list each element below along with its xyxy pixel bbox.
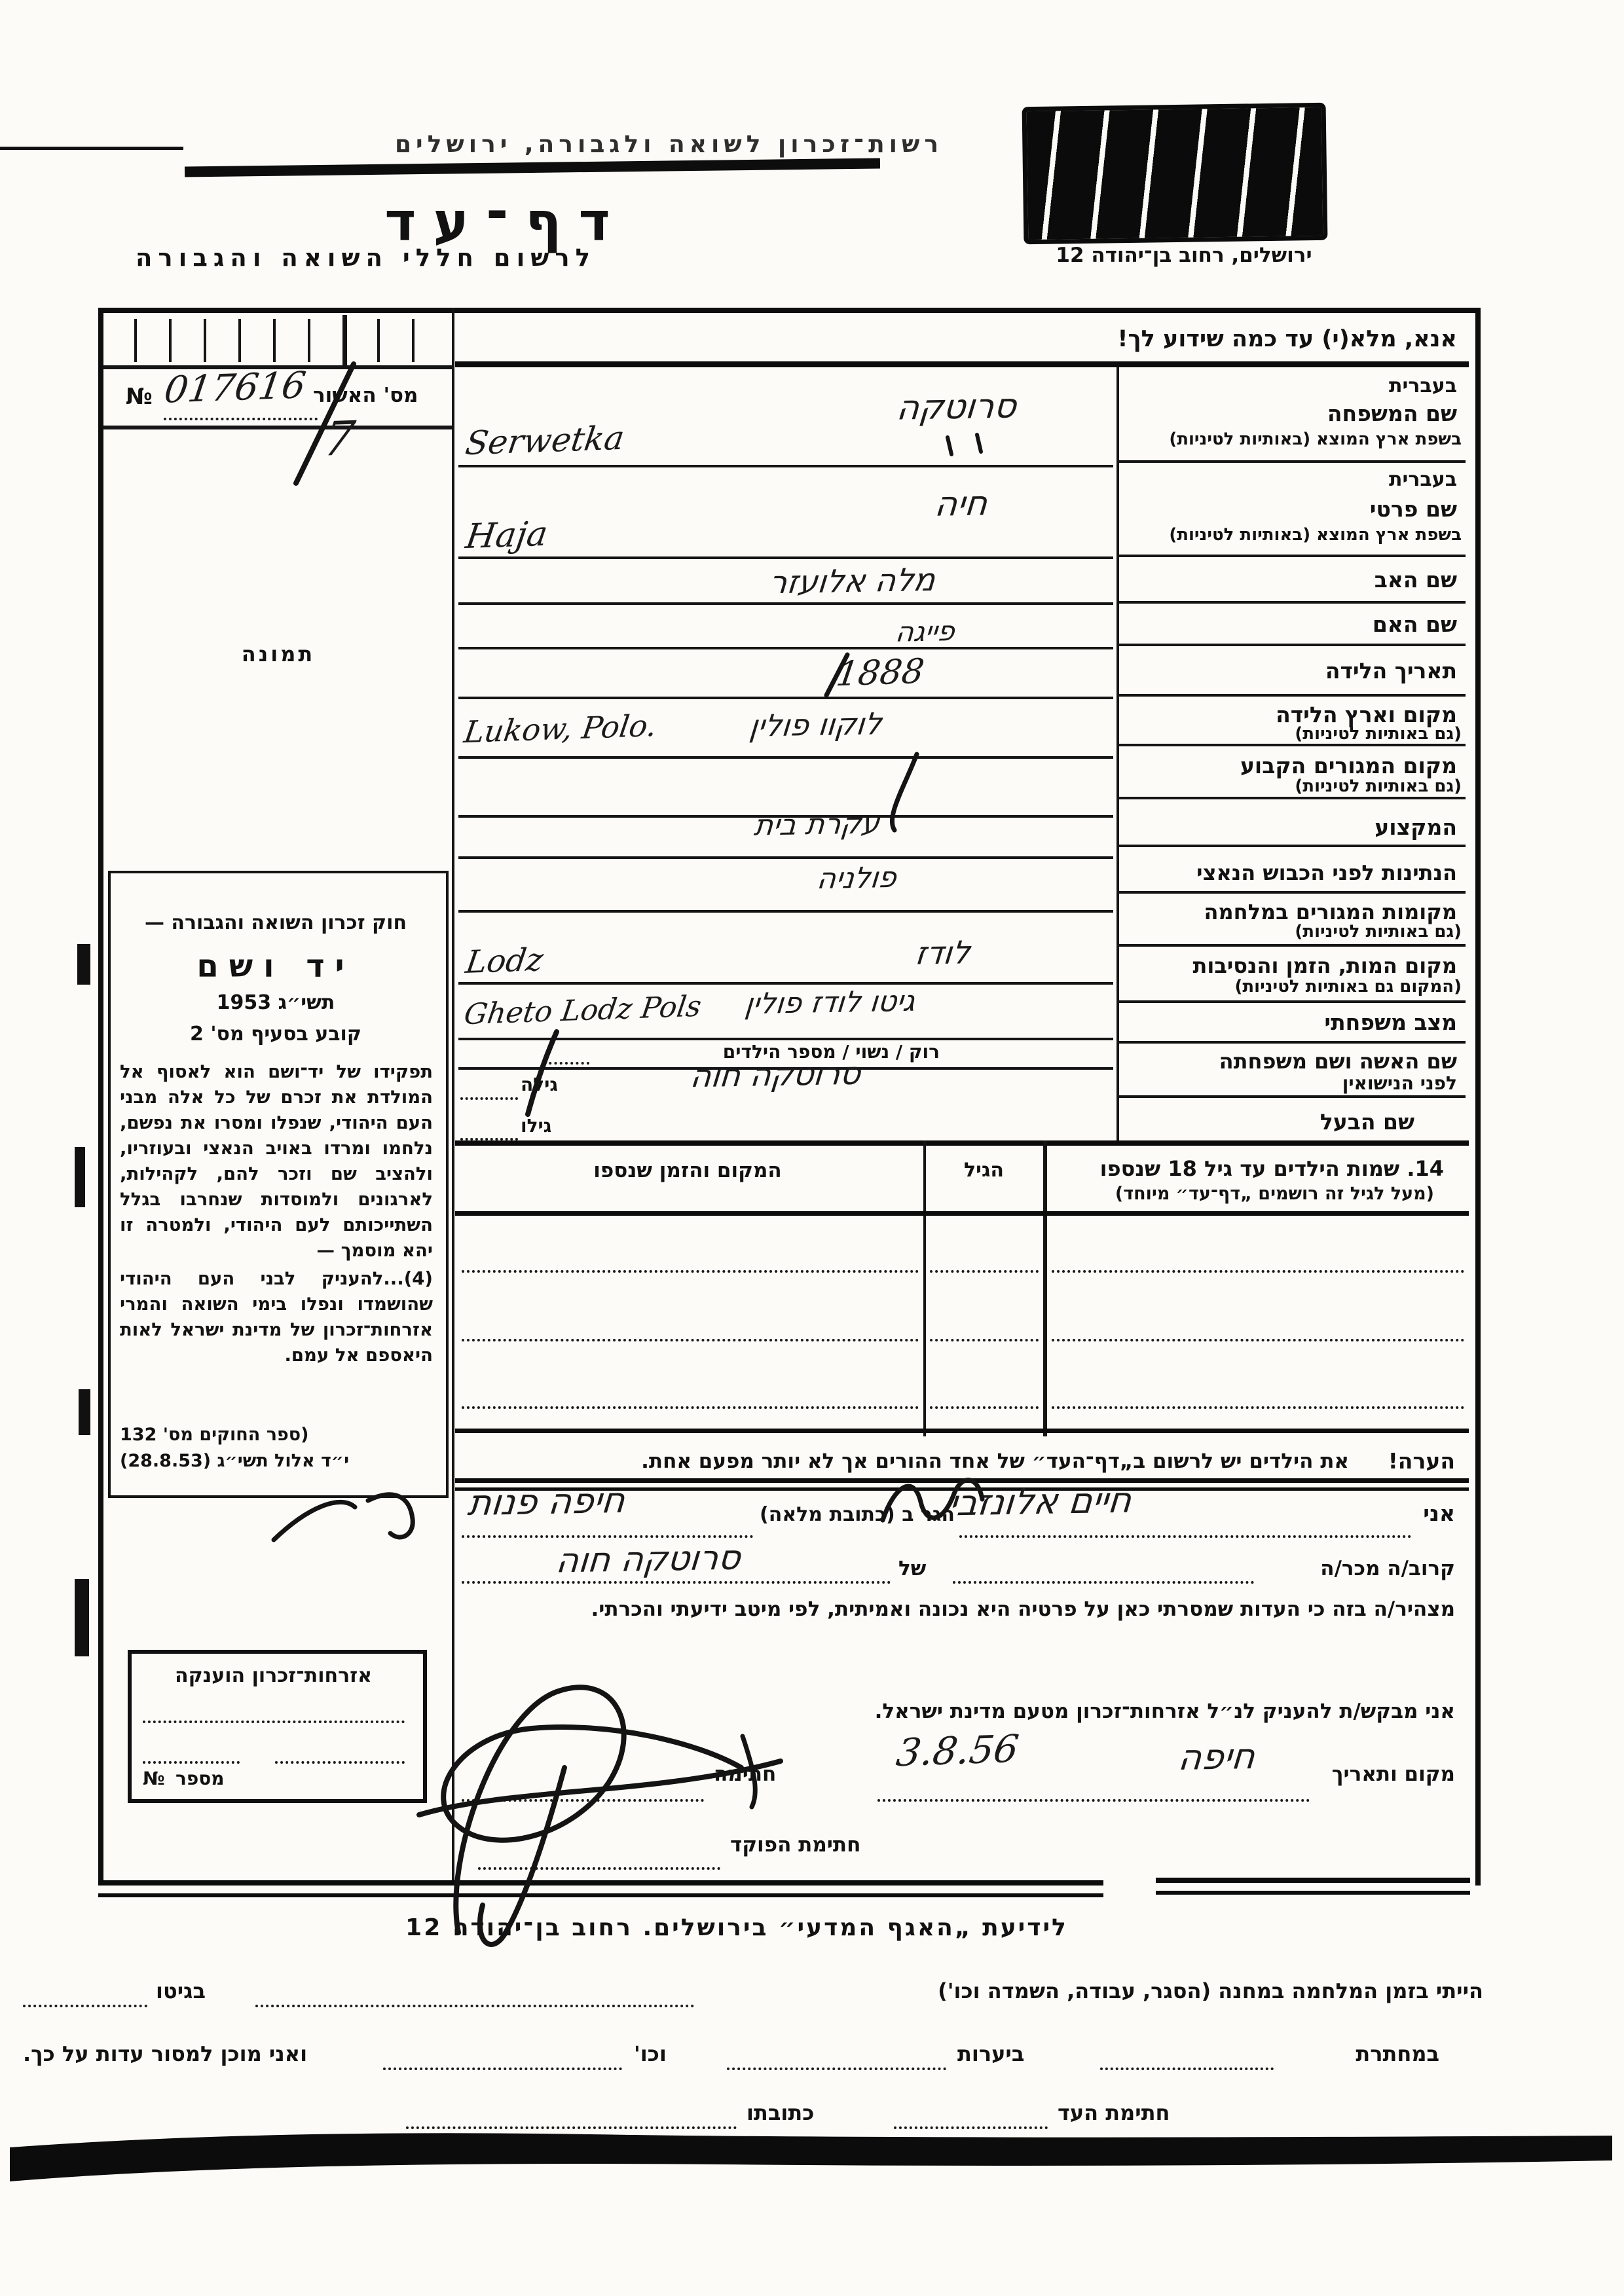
children-header-line1: 14. שמות הילדים עד גיל 18 שנספו [1099, 1156, 1444, 1181]
declaration-place-value: חיפה [1176, 1735, 1257, 1779]
law-body-2: (4)...להעניק לבני העם היהודי שהושמדו ונפלו בימי השואה והמרי אזרחות־זכרון של מדינת ישראל לאות היאספם אל עמם. [120, 1268, 433, 1366]
witness-signature-stroke [443, 1687, 741, 1933]
photo-placeholder-label: תמונה [241, 642, 316, 666]
field-3-label: שם האב [1374, 567, 1457, 592]
husband-name-label: שם הבעל [1320, 1109, 1414, 1135]
etc-label: וכו' [634, 2041, 667, 2066]
field-5-label: תאריך הלידה [1325, 658, 1457, 683]
field-1-language-label: בעברית [1389, 374, 1457, 397]
family-name-hebrew-value: סרוטקה [895, 386, 1019, 428]
first-name-latin-value: Haja [463, 514, 551, 557]
war-residence-latin-value: Lodz [463, 941, 546, 981]
field-1-label: שם המשפחה [1327, 401, 1457, 426]
relative-acquaintance-label: קרוב/ה מכר/ה [1320, 1557, 1455, 1580]
willing-to-testify-label: ואני מוכן למסור עדות על כך. [23, 2041, 308, 2066]
grant-title: אזרחות־זכרון הוענקה [174, 1664, 373, 1687]
field-7-label: מקום המגורים הקבוע [1240, 753, 1457, 778]
witness-signature-label: חתימת העד [1058, 2100, 1170, 2125]
authority-line: רשות־זכרון לשואה ולגבורה, ירושלים [394, 131, 943, 158]
field-10-sublabel: (גם באותיות לטיניות) [1295, 922, 1462, 941]
scan-artifact [79, 1389, 90, 1435]
field-9-label: הנתינות לפני הכבוש הנאצי [1196, 860, 1457, 885]
certificate-slash-stroke [296, 364, 354, 483]
victim-name-value: סרוטקה חוה [554, 1538, 743, 1581]
field-8-label: המקצוע [1375, 814, 1457, 840]
field-13-label: שם האשה ושם משפחתה [1219, 1049, 1457, 1074]
age-column-header: הגיל [964, 1159, 1004, 1182]
birthplace-tail-stroke [892, 754, 917, 830]
field-11-sublabel: (המקום גם באותיות לטיניות) [1234, 977, 1462, 996]
declaration-statement: מצהיר/ה בזה כי העדות שמסרתי כאן על פרטיה היא נכונה ואמיתית, לפי מיטב ידיעתי והכרתי. [591, 1597, 1455, 1621]
declarant-i-label: אני [1423, 1501, 1455, 1526]
grant-number-label: מספר [175, 1768, 225, 1789]
field-1-sublabel: בשפת ארץ המוצא (באותיות לטיניות) [1169, 429, 1462, 449]
field-13-sublabel: לפני הנישואין [1342, 1072, 1457, 1094]
signature-label: חתימה [714, 1762, 777, 1786]
certificate-number-suffix: 7 [320, 410, 358, 467]
declaration-date-value: 3.8.56 [893, 1726, 1022, 1776]
field-2-language-label: בעברית [1389, 468, 1457, 491]
birth-place-latin-value: Lukow, Polo. [462, 707, 659, 750]
place-date-label: מקום ותאריך [1331, 1762, 1455, 1786]
law-heading: חוק זכרון השואה והגבורה — [144, 911, 407, 934]
marital-status-options-label: רוק / נשוי / מספר הילדים [722, 1041, 940, 1063]
mother-name-value: פייגה [894, 615, 957, 648]
field-4-label: שם האם [1372, 611, 1457, 637]
resides-at-label: הגר ב (כתובת מלאה) [760, 1503, 955, 1526]
birth-date-slash-stroke [826, 655, 847, 695]
field-7-sublabel: (גם באותיות לטיניות) [1295, 776, 1462, 796]
office-address: ירושלים, רחוב בן־יהודה 12 [1056, 244, 1312, 267]
certificate-number-label: מס' האשור [313, 384, 418, 407]
first-name-hebrew-value: חיה [932, 484, 989, 524]
law-ref-1: (ספר החוקים מס' 132 [120, 1425, 309, 1445]
death-place-latin-value: Gheto Lodz Pols [462, 989, 704, 1032]
place-column-header: המקום והזמן שנספו [593, 1159, 782, 1182]
family-name-latin-value: Serwetka [463, 418, 627, 463]
intro-instruction: אנא, מלא(י) עד כמה שידוע לך! [1117, 326, 1457, 352]
certificate-number-value: 017616 [161, 364, 308, 412]
family-name-tick-marks [948, 435, 981, 454]
field-12-label: מצב משפחתי [1324, 1010, 1457, 1035]
ghetto-label: בגיטו [156, 1978, 206, 2003]
note-text: את הילדים יש לרשום ב„דף־העד״ של אחד ההורים אך לא יותר מפעם אחת. [641, 1449, 1349, 1473]
law-name: יד ושם [196, 948, 355, 985]
his-address-label: כתובתו [747, 2100, 815, 2125]
law-year: תשי״ג 1953 [216, 991, 335, 1014]
marital-status-slash-stroke [528, 1032, 557, 1114]
war-residence-hebrew-value: לודז [913, 934, 972, 972]
field-6-sublabel: (גם באותיות לטיניות) [1295, 724, 1462, 744]
scan-artifact [77, 944, 90, 985]
death-place-hebrew-value: גיטו לודז פולין [743, 984, 917, 1021]
note-label: הערה! [1388, 1448, 1455, 1474]
forests-label: ביערות [957, 2041, 1025, 2066]
scan-artifact [75, 1147, 85, 1207]
witness-address-value: חיפה פנות [466, 1479, 627, 1524]
grant-number-symbol: № [143, 1768, 165, 1789]
margin-scribble-stroke [274, 1495, 413, 1540]
his-age-label: גילו [521, 1115, 552, 1137]
clerk-signature-label: חתימת הפוקד [730, 1833, 861, 1857]
scribble-above-name-stroke [883, 1480, 982, 1520]
citizenship-request-statement: אני מבקש/ת להעניק לנ״ל אזרחות־זכרון מטעם מדינת ישראל. [874, 1700, 1455, 1723]
of-label: של [898, 1557, 927, 1580]
scan-artifact [75, 1579, 89, 1656]
citizenship-value: פולניה [815, 860, 898, 896]
field-11-label: מקום המות, הזמן והנסיבות [1192, 953, 1457, 978]
field-10-label: מקומות המגורים במלחמה [1204, 900, 1457, 924]
form-subtitle: לרשום חללי השואה והגבורה [135, 244, 596, 272]
form-title: דף־עד [384, 191, 627, 253]
witness-name-value: חיים אלונזבי [947, 1479, 1134, 1524]
camp-question-label: הייתי בזמן המלחמה במחנה (הסגר, עבודה, השמדה וכו') [938, 1978, 1483, 2003]
wife-name-value: סרוטקה חוה [688, 1055, 863, 1095]
certificate-number-symbol: № [126, 384, 153, 410]
field-2-label: שם פרטי [1369, 496, 1457, 522]
her-age-label: גילה [521, 1074, 558, 1095]
field-2-sublabel: בשפת ארץ המוצא (באותיות לטיניות) [1169, 525, 1462, 545]
profession-value: עקרת בית [752, 807, 881, 843]
law-body: תפקידו של יד־ושם הוא לאסוף אל המולדת את זכרם של כל אלה מבני העם היהודי, שנפלו ומסרו את נפשם, נלחמו ומרדו באויב הנאצי ובעוזריו, ולהציב שם וזכר להם, לקהילות, לארגונים ולמוסדות שנחרבו בגלל השתייכותם לעם היהודי, ולמטרה זו יהא מוסמך — [120, 1061, 433, 1261]
father-name-value: מלה אלועזר [767, 561, 937, 602]
field-6-label: מקום וארץ הלידה [1276, 702, 1457, 727]
birth-place-hebrew-value: לוקוו פולין [747, 706, 884, 744]
birth-date-value: 1888 [834, 651, 927, 695]
children-header-line2: (מעל לגיל זה רושמים „דף־עד״ מיוחד) [1115, 1184, 1434, 1204]
law-clause: קובע בסעיף מס' 2 [190, 1023, 361, 1046]
law-ref-2: י״ד אלול תשי״ג (28.8.53) [120, 1451, 350, 1471]
underground-label: במחתרת [1356, 2041, 1439, 2066]
bottom-scan-bar [10, 2133, 1612, 2181]
scientific-branch-title: לידיעת „האגף המדעי״ בירושלים. רחוב בן־יהודה 12 [405, 1914, 1068, 1941]
